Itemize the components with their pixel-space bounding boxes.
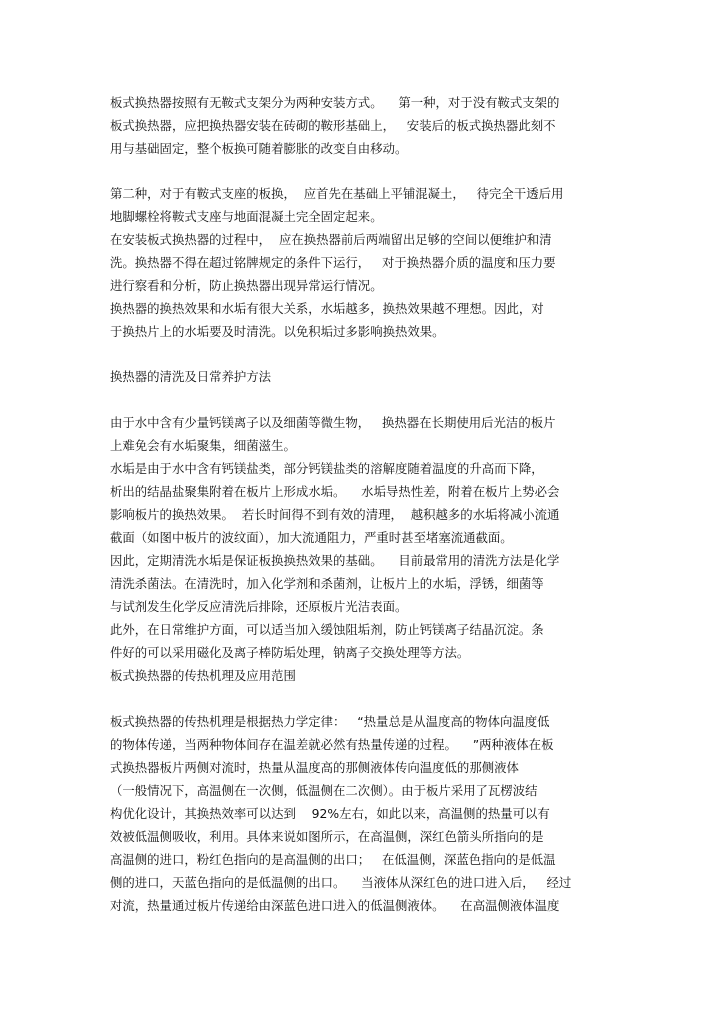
text-line: 板式换热器，应把换热器安装在砖砌的鞍形基础上， 安装后的板式换热器此刻不 — [110, 118, 556, 133]
text-line: 与试剂发生化学反应清洗后排除，还原板片光洁表面。 — [110, 599, 408, 614]
text-line: 影响板片的换热效果。 若长时间得不到有效的清理， 越积越多的水垢将减小流通 — [110, 507, 560, 522]
text-line: 洗。换热器不得在超过铭牌规定的条件下运行， 对于换热器介质的温度和压力要 — [110, 255, 556, 270]
text-line: 效被低温侧吸收，利用。具体来说如图所示，在高温侧，深红色箭头所指向的是 — [110, 829, 544, 844]
text-line: 板式换热器的传热机理是根据热力学定律： “热量总是从温度高的物体向温度低 — [110, 714, 550, 729]
text-line: 对流，热量通过板片传递给由深蓝色进口进入的低温侧液体。 在高温侧液体温度 — [110, 898, 560, 913]
text-line: 由于水中含有少量钙镁离子以及细菌等微生物， 换热器在长期使用后光洁的板片 — [110, 415, 556, 430]
text-line: （一般情况下，高温侧在一次侧，低温侧在二次侧）。由于板片采用了瓦楞波结 — [110, 783, 538, 798]
text-line: 上难免会有水垢聚集，细菌滋生。 — [110, 438, 296, 453]
text-line: 水垢是由于水中含有钙镁盐类，部分钙镁盐类的溶解度随着温度的升高而下降， — [110, 461, 544, 476]
text-line: 侧的进口，天蓝色指向的是低温侧的出口。 当液体从深红色的进口进入后， 经过 — [110, 875, 572, 890]
text-line: 在安装板式换热器的过程中， 应在换热器前后两端留出足够的空间以便维护和清 — [110, 232, 552, 247]
section-heading: 板式换热器的传热机理及应用范围 — [110, 668, 296, 683]
text-line: 第二种，对于有鞍式支座的板换， 应首先在基础上平铺混凝土， 待完全干透后用 — [110, 186, 564, 201]
text-line: 板式换热器按照有无鞍式支架分为两种安装方式。 第一种，对于没有鞍式支架的 — [110, 95, 560, 110]
text-line: 截面（如图中板片的波纹面），加大流通阻力，严重时甚至堵塞流通截面。 — [110, 530, 513, 545]
text-line: 件好的可以采用磁化及离子棒防垢处理，钠离子交换处理等方法。 — [110, 645, 470, 660]
text-line: 的物体传递，当两种物体间存在温差就必然有热量传递的过程。 ”两种液体在板 — [110, 737, 554, 752]
section-heading: 换热器的清洗及日常养护方法 — [110, 369, 272, 384]
text-line: 地脚螺栓将鞍式支座与地面混凝土完全固定起来。 — [110, 209, 383, 224]
text-line: 因此，定期清洗水垢是保证板换换热效果的基础。 目前最常用的清洗方法是化学 — [110, 553, 560, 568]
text-line: 构优化设计，其换热效率可以达到 92%左右，如此以来，高温侧的热量可以有 — [110, 806, 550, 821]
text-line: 进行察看和分析，防止换热器出现异常运行情况。 — [110, 278, 383, 293]
text-line: 此外，在日常维护方面，可以适当加入缓蚀阻垢剂，防止钙镁离子结晶沉淀。条 — [110, 622, 544, 637]
text-line: 清洗杀菌法。在清洗时，加入化学剂和杀菌剂，让板片上的水垢，浮锈，细菌等 — [110, 576, 544, 591]
text-line: 析出的结晶盐聚集附着在板片上形成水垢。 水垢导热性差，附着在板片上势必会 — [110, 484, 560, 499]
text-line: 用与基础固定，整个板换可随着膨胀的改变自由移动。 — [110, 141, 408, 156]
text-line: 式换热器板片两侧对流时，热量从温度高的那侧液体传向温度低的那侧液体 — [110, 760, 519, 775]
text-line: 于换热片上的水垢要及时清洗。以免积垢过多影响换热效果。 — [110, 324, 445, 339]
text-line: 换热器的换热效果和水垢有很大关系，水垢越多，换热效果越不理想。因此，对 — [110, 301, 544, 316]
text-line: 高温侧的进口，粉红色指向的是高温侧的出口； 在低温侧，深蓝色指向的是低温 — [110, 852, 556, 867]
